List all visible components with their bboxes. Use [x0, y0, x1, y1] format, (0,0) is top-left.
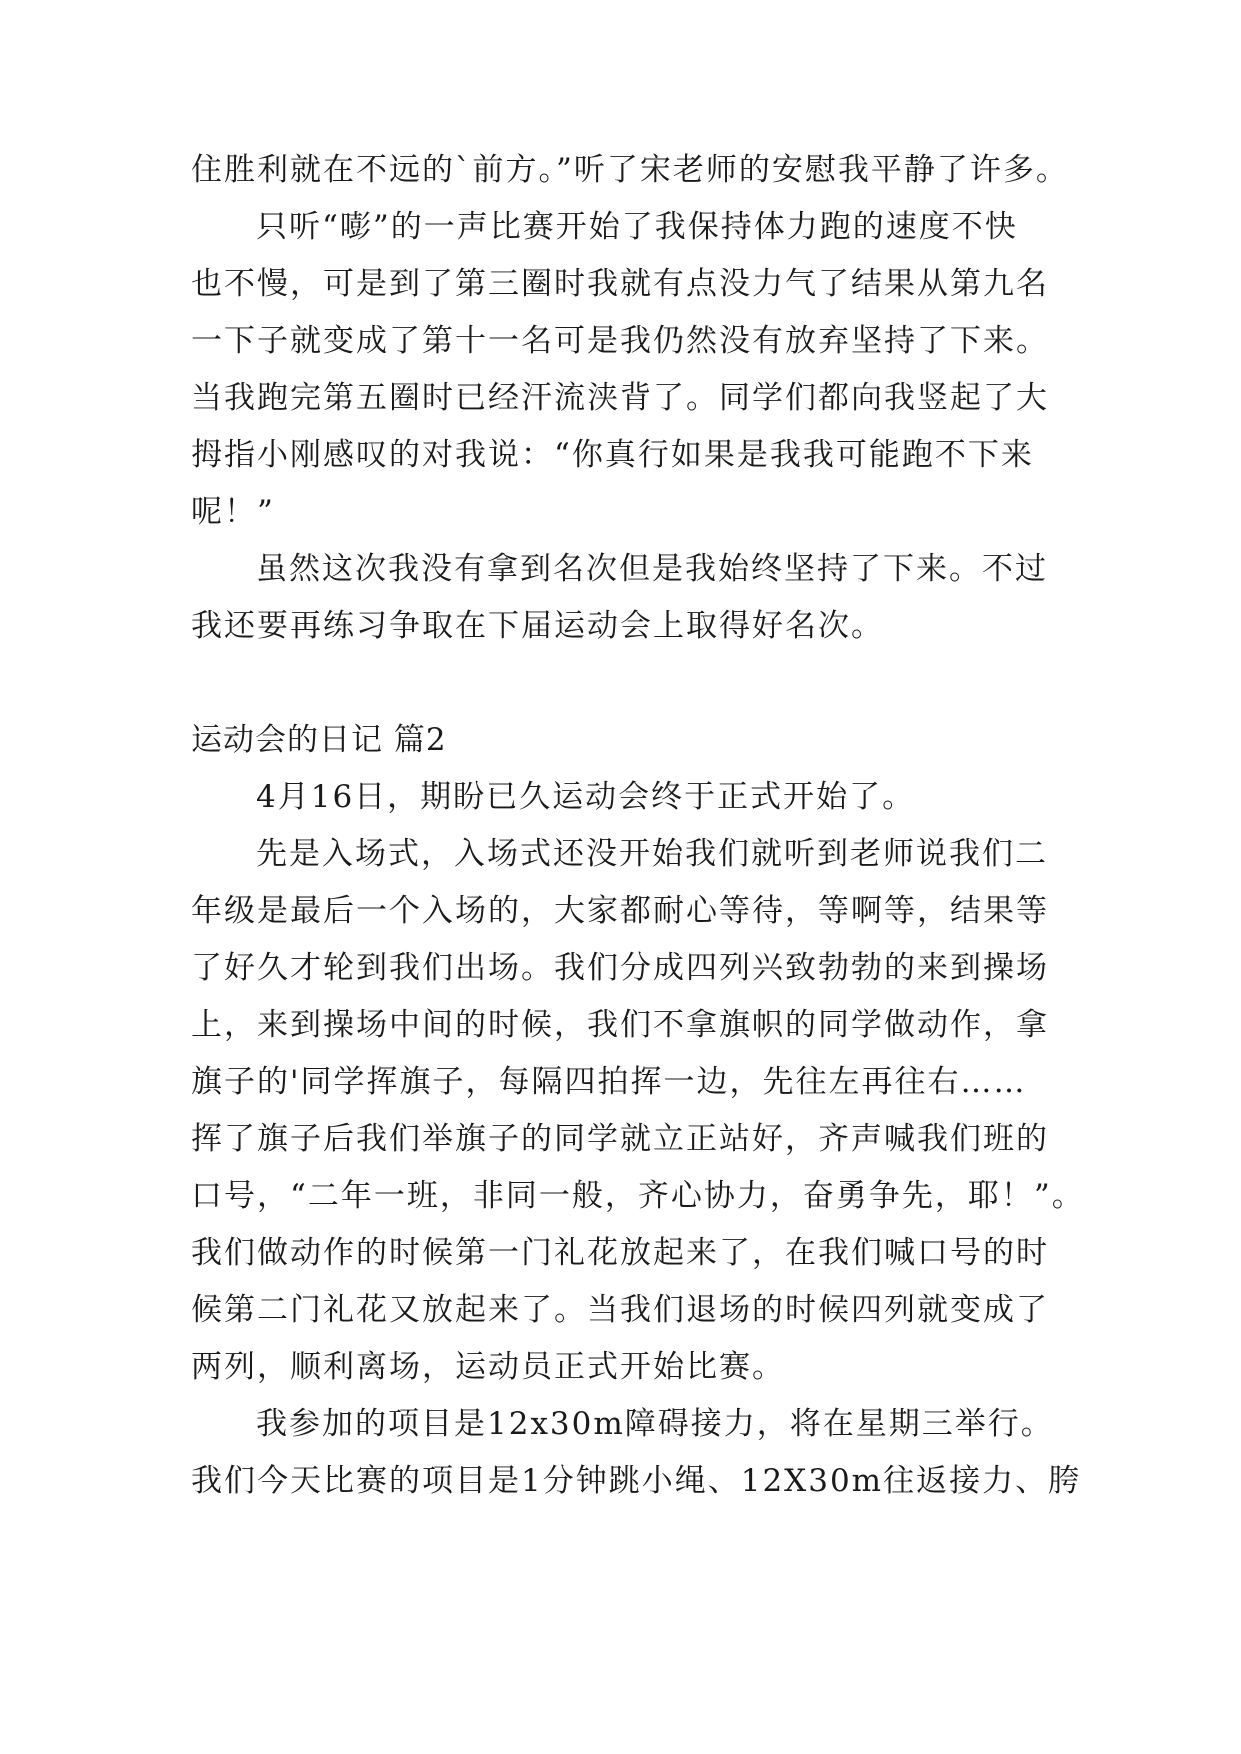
- paragraph-line: 我们今天比赛的项目是1分钟跳小绳、12X30m往返接力、胯: [191, 1463, 1082, 1499]
- paragraph-line: 上，来到操场中间的时候，我们不拿旗帜的同学做动作，拿: [191, 1007, 1049, 1043]
- paragraph-line: 当我跑完第五圈时已经汗流浃背了。同学们都向我竖起了大: [191, 380, 1049, 416]
- paragraph-line: 我参加的项目是12x30m障碍接力，将在星期三举行。: [256, 1406, 1054, 1442]
- paragraph-line: 先是入场式，入场式还没开始我们就听到老师说我们二: [256, 836, 1048, 872]
- paragraph-line: 4月16日，期盼已久运动会终于正式开始了。: [256, 779, 916, 815]
- paragraph-line: 呢！”: [191, 494, 275, 530]
- paragraph-line: 住胜利就在不远的`前方。”听了宋老师的安慰我平静了许多。: [191, 152, 1069, 188]
- section-heading: 运动会的日记 篇2: [191, 722, 447, 758]
- paragraph-line: 候第二门礼花又放起来了。当我们退场的时候四列就变成了: [191, 1292, 1049, 1328]
- paragraph-line: 旗子的'同学挥旗子，每隔四拍挥一边，先往左再往右……: [191, 1064, 1027, 1100]
- paragraph-line: 挥了旗子后我们举旗子的同学就立正站好，齐声喊我们班的: [191, 1121, 1049, 1157]
- paragraph-line: 也不慢，可是到了第三圈时我就有点没力气了结果从第九名: [191, 266, 1049, 302]
- paragraph-line: 我们做动作的时候第一门礼花放起来了，在我们喊口号的时: [191, 1235, 1049, 1271]
- paragraph-line: 只听“嘭”的一声比赛开始了我保持体力跑的速度不快: [256, 209, 1018, 245]
- paragraph-line: 年级是最后一个入场的，大家都耐心等待，等啊等，结果等: [191, 893, 1049, 929]
- paragraph-line: 我还要再练习争取在下届运动会上取得好名次。: [191, 608, 884, 644]
- paragraph-line: 拇指小刚感叹的对我说：“你真行如果是我我可能跑不下来: [191, 437, 1034, 473]
- paragraph-line: 一下子就变成了第十一名可是我仍然没有放弃坚持了下来。: [191, 323, 1049, 359]
- paragraph-line: 口号，“二年一班，非同一般，齐心协力，奋勇争先，耶！”。: [191, 1178, 1085, 1214]
- paragraph-line: 虽然这次我没有拿到名次但是我始终坚持了下来。不过: [256, 551, 1048, 587]
- paragraph-line: 了好久才轮到我们出场。我们分成四列兴致勃勃的来到操场: [191, 950, 1049, 986]
- paragraph-line: 两列，顺利离场，运动员正式开始比赛。: [191, 1349, 785, 1385]
